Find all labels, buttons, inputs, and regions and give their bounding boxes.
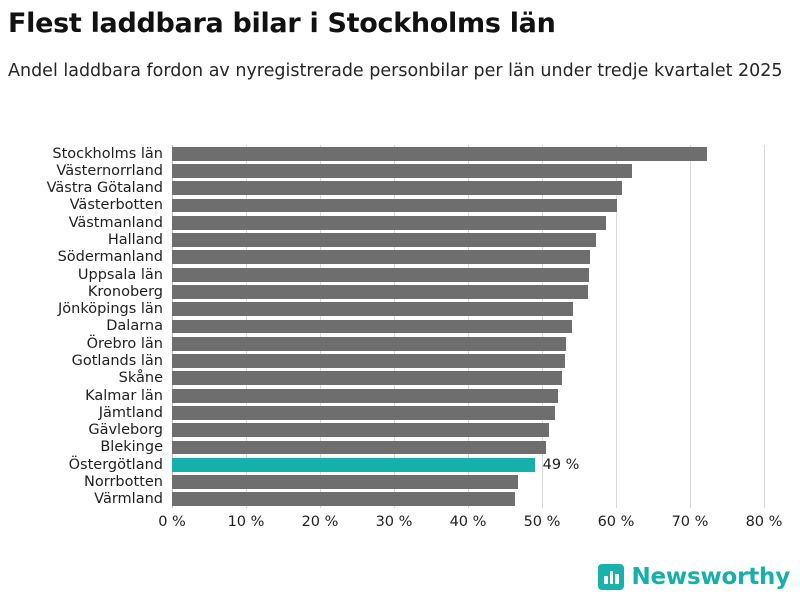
bar[interactable] [172,250,590,264]
bar-row [68,214,764,231]
category-label: Gävleborg [88,422,163,439]
page-subtitle: Andel laddbara fordon av nyregistrerade personbilar per län under tredje kvartalet 2025 [8,61,783,81]
category-label: Jönköpings län [58,301,163,318]
bar-row [94,491,764,508]
bar[interactable] [172,354,565,368]
bar[interactable] [172,406,555,420]
x-tick-label: 10 % [227,514,265,530]
bar-row [57,249,764,266]
category-label: Blekinge [100,439,163,456]
x-tick-label: 20 % [301,514,339,530]
bar-row [86,335,764,352]
brand-footer [598,564,790,590]
bar-row [85,387,764,404]
category-label: Södermanland [57,249,163,266]
category-label: Östergötland [68,456,163,473]
category-label: Dalarna [106,318,163,335]
bar[interactable] [172,268,589,282]
bar-row [77,266,764,283]
bar[interactable] [172,492,515,506]
bar[interactable] [172,164,632,178]
bar[interactable] [172,320,572,334]
category-label: Norrbotten [84,474,163,491]
category-label: Värmland [94,491,163,508]
category-label: Stockholms län [52,145,163,162]
x-tick-label: 40 % [449,514,487,530]
category-label: Örebro län [86,335,163,352]
bar[interactable] [172,147,707,161]
bar-row [107,232,764,249]
bar[interactable] [172,389,558,403]
bar[interactable] [172,458,535,472]
bar-row [100,439,764,456]
x-tick-label: 50 % [523,514,561,530]
category-label: Västernorrland [56,162,163,179]
x-tick-label: 0 % [158,514,186,530]
page-title: Flest laddbara bilar i Stockholms län [8,8,556,39]
bar[interactable] [172,441,546,455]
category-label: Skåne [118,370,163,387]
bar[interactable] [172,199,617,213]
bar[interactable] [172,285,588,299]
bar-chart-icon [598,564,624,590]
gridline [764,145,765,508]
bar-row [88,422,764,439]
x-tick-label: 70 % [671,514,709,530]
bar[interactable] [172,475,518,489]
x-axis [158,508,783,538]
x-tick-label: 30 % [375,514,413,530]
bar-row [46,180,764,197]
x-tick-label: 60 % [597,514,635,530]
category-label: Västerbotten [69,197,163,214]
category-label: Västra Götaland [46,180,163,197]
category-label: Halland [107,232,163,249]
bar-value-label: 49 % [542,456,580,473]
bar-series [46,145,764,508]
bar[interactable] [172,423,549,437]
bar-row [71,353,764,370]
bar[interactable] [172,371,562,385]
brand-label: Newsworthy [631,564,790,590]
bar-row [87,283,764,300]
category-label: Gotlands län [71,353,163,370]
bar-row [68,456,764,473]
category-label: Kronoberg [87,283,163,300]
bar-row [69,197,764,214]
bar-row [56,162,764,179]
category-label: Kalmar län [85,387,163,404]
x-tick-label: 80 % [745,514,783,530]
bar-row [106,318,764,335]
bar-row [98,404,764,421]
category-label: Uppsala län [77,266,163,283]
bar-row [84,474,764,491]
bar[interactable] [172,181,622,195]
bar[interactable] [172,337,566,351]
bar-row [58,301,764,318]
bar[interactable] [172,233,596,247]
category-label: Jämtland [98,404,163,421]
bar[interactable] [172,302,573,316]
category-label: Västmanland [68,214,163,231]
plot-area [46,145,764,508]
bar-row [118,370,764,387]
bar-row [52,145,764,162]
bar[interactable] [172,216,606,230]
